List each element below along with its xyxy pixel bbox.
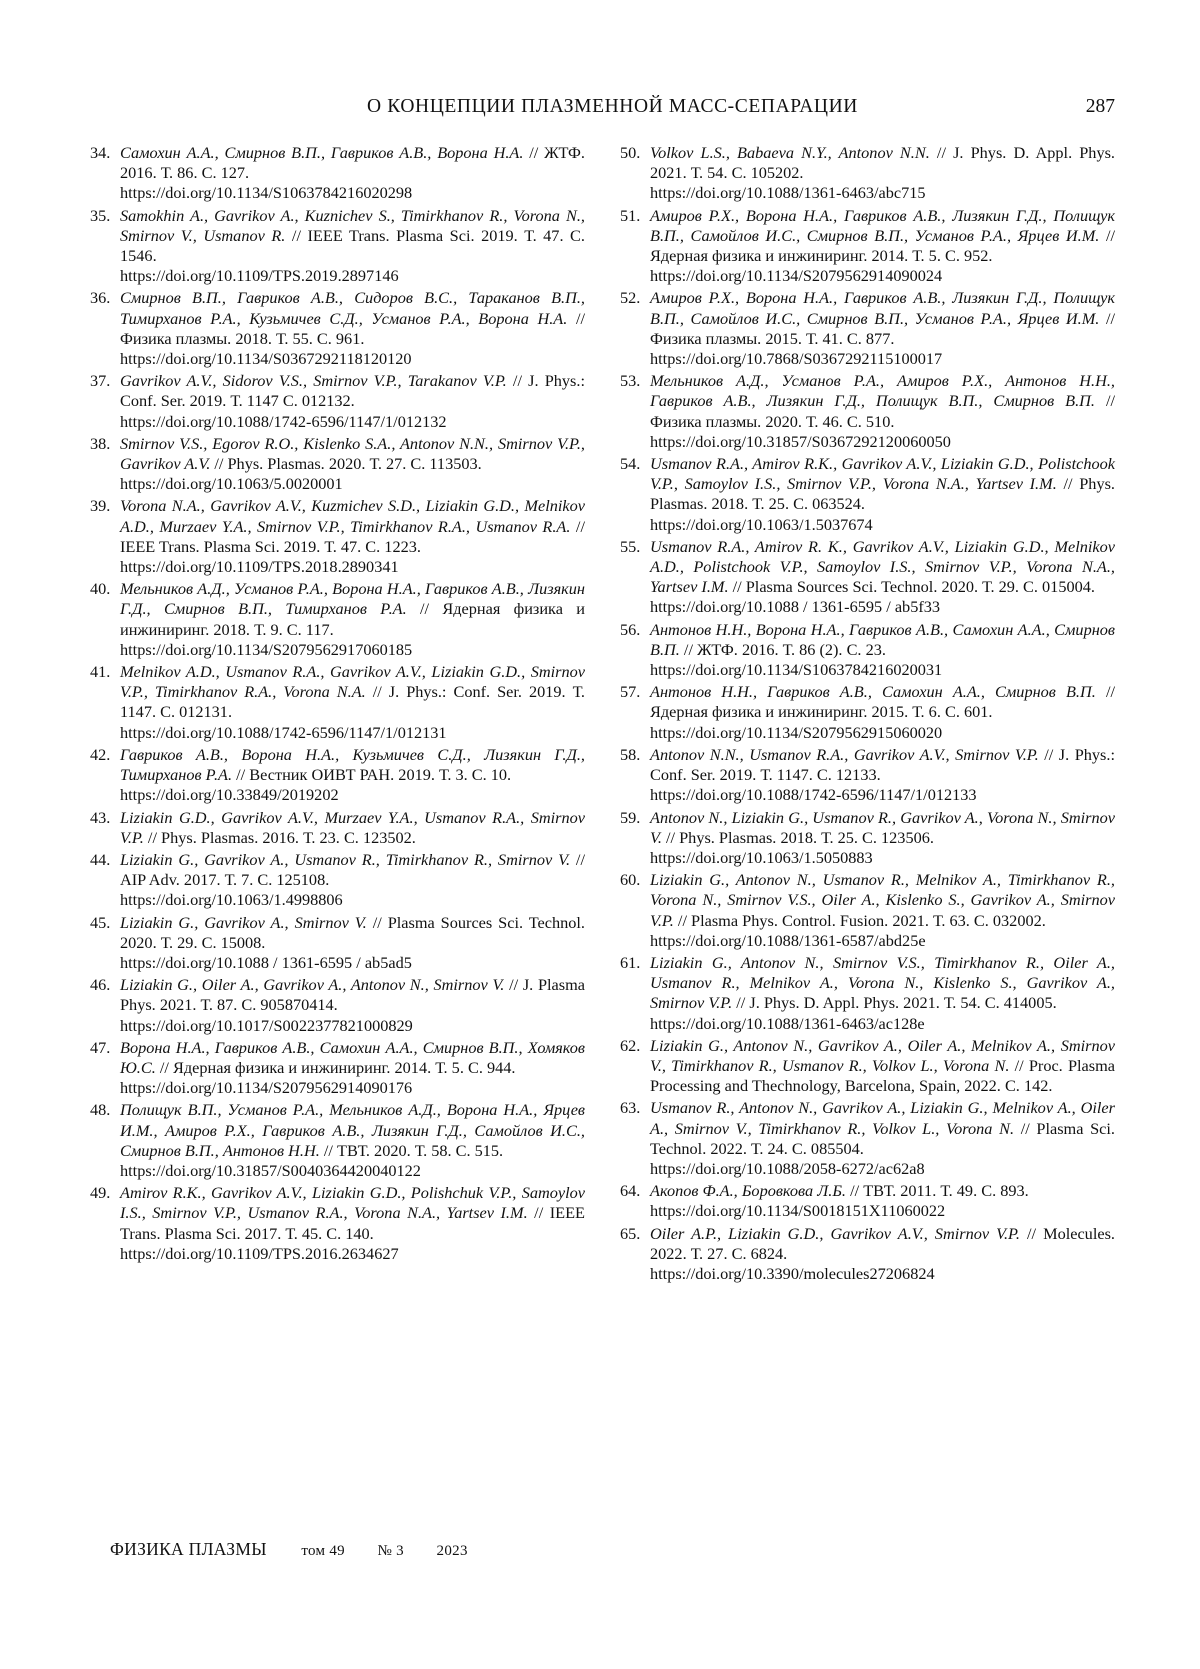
reference-authors: Ворона Н.А., Гавриков А.В., Самохин А.А., Смирнов В.П., Хомяков Ю.С.: [120, 1037, 585, 1077]
reference-source: // Plasma Sci. Technol. 2022. Т. 24. С. 085504.: [650, 1118, 1115, 1158]
reference-number: 60.: [620, 870, 641, 890]
reference-doi-link[interactable]: https://doi.org/10.1109/TPS.2016.2634627: [120, 1243, 399, 1263]
reference-authors: Volkov L.S., Babaeva N.Y., Antonov N.N.: [650, 143, 930, 162]
reference-doi-link[interactable]: https://doi.org/10.1088 / 1361-6595 / ab5f33: [650, 597, 941, 617]
reference-source: // ЖТФ. 2016. Т. 86. С. 127.: [120, 143, 585, 183]
reference-authors: Amirov R.K., Gavrikov A.V., Liziakin G.D., Polishchuk V.P., Samoylov I.S., Smirnov V.P., Usmanov R.A., Vorona N.A., Yartsev I.M.: [120, 1183, 585, 1223]
reference-authors: Полищук В.П., Усманов Р.А., Мельников А.Д., Ворона Н.А., Ярцев И.М., Амиров Р.Х., Гавриков А.В., Лизякин Г.Д., Самойлов И.С., Смирнов В.П., Антонов Н.Н.: [120, 1100, 585, 1160]
reference-authors: Амиров Р.Х., Ворона Н.А., Гавриков А.В., Лизякин Г.Д., Полищук В.П., Самойлов И.С., Смирнов В.П., Усманов Р.А., Ярцев И.М.: [650, 288, 1115, 328]
reference-source: // ТВТ. 2020. Т. 58. С. 515.: [323, 1140, 504, 1160]
reference-authors: Гавриков А.В., Ворона Н.А., Кузьмичев С.Д., Лизякин Г.Д., Тимирханов Р.А.: [120, 744, 585, 785]
reference-number: 50.: [620, 143, 641, 162]
reference-item: [90, 808, 585, 848]
reference-authors: Gavrikov A.V., Sidorov V.S., Smirnov V.P., Tarakanov V.P.: [120, 371, 507, 391]
reference-number: 51.: [620, 205, 641, 225]
reference-source: // J. Phys.: Conf. Ser. 2019. Т. 1147 С. 012132.: [120, 371, 585, 411]
reference-item: [90, 913, 585, 974]
reference-number: 63.: [620, 1098, 641, 1118]
reference-doi-link[interactable]: https://doi.org/10.1088/1361-6463/ac128e: [650, 1013, 925, 1033]
reference-authors: Антонов Н.Н., Ворона Н.А., Гавриков А.В., Самохин А.А., Смирнов В.П.: [650, 619, 1115, 659]
reference-item: [90, 579, 585, 660]
reference-item: [620, 143, 1115, 204]
reference-number: 42.: [90, 744, 111, 764]
reference-number: 64.: [620, 1181, 641, 1201]
reference-source: // J. Phys. D. Appl. Phys. 2021. Т. 54. С. 105202.: [650, 143, 1115, 183]
reference-item: [620, 454, 1115, 535]
reference-item: [90, 206, 585, 287]
reference-number: 41.: [90, 662, 111, 682]
reference-authors: Usmanov R.A., Amirov R. K., Gavrikov A.V., Liziakin G.D., Melnikov A.D., Polistchook V.P., Samoylov I.S., Smirnov V.P., Vorona N.A., Yartsev I.M.: [650, 536, 1115, 597]
references-right-column: [620, 143, 1115, 1286]
reference-authors: Liziakin G., Gavrikov A., Usmanov R., Timirkhanov R., Smirnov V.: [120, 849, 571, 869]
reference-authors: Самохин А.А., Смирнов В.П., Гавриков А.В., Ворона Н.А.: [120, 143, 524, 162]
reference-number: 46.: [90, 975, 111, 995]
reference-item: [620, 371, 1115, 452]
reference-source: // Ядерная физика и инжиниринг. 2014. Т. 5. С. 944.: [159, 1057, 516, 1077]
reference-item: [620, 682, 1115, 743]
reference-source: // ТВТ. 2011. Т. 49. С. 893.: [850, 1181, 1029, 1201]
reference-number: 45.: [90, 912, 111, 932]
running-title: О КОНЦЕПЦИИ ПЛАЗМЕННОЙ МАСС-СЕПАРАЦИИ: [367, 96, 858, 117]
reference-source: // Phys. Plasmas. 2018. Т. 25. С. 063524.: [650, 474, 1115, 514]
reference-source: // J. Phys.: Conf. Ser. 2019. Т. 1147. С. 012131.: [120, 682, 585, 722]
reference-doi-link[interactable]: https://doi.org/10.1109/TPS.2018.2890341: [120, 557, 399, 577]
reference-doi-link[interactable]: https://doi.org/10.1063/1.5050883: [650, 847, 873, 867]
reference-source: // Вестник ОИВТ РАН. 2019. Т. 3. С. 10.: [236, 765, 512, 785]
reference-source: // Физика плазмы. 2018. Т. 55. С. 961.: [120, 308, 585, 348]
reference-item: [620, 206, 1115, 287]
reference-authors: Акопов Ф.А., Боровкова Л.Б.: [650, 1181, 846, 1201]
reference-authors: Melnikov A.D., Usmanov R.A., Gavrikov A.V., Liziakin G.D., Smirnov V.P., Timirkhanov R.A., Vorona N.A.: [120, 662, 585, 702]
footer-journal: ФИЗИКА ПЛАЗМЫ: [110, 1539, 267, 1559]
reference-source: // J. Plasma Phys. 2021. Т. 87. С. 905870414.: [120, 975, 585, 1015]
reference-number: 59.: [620, 807, 641, 827]
reference-item: [90, 745, 585, 806]
reference-number: 34.: [90, 143, 111, 162]
reference-source: // IEEE Trans. Plasma Sci. 2019. Т. 47. С. 1223.: [120, 516, 585, 556]
reference-doi-link[interactable]: https://doi.org/10.31857/S0367292120060050: [650, 431, 951, 451]
reference-source: // J. Phys. D. Appl. Phys. 2021. Т. 54. С. 414005.: [736, 993, 1057, 1013]
reference-item: [90, 496, 585, 577]
reference-number: 40.: [90, 579, 111, 599]
reference-authors: Liziakin G., Antonov N., Usmanov R., Melnikov A., Timirkhanov R., Vorona N., Smirnov V.S., Oiler A., Kislenko S., Gavrikov A., Smirnov V.P.: [650, 870, 1115, 930]
reference-item: [620, 953, 1115, 1034]
page-footer: [110, 1539, 468, 1560]
reference-source: // Phys. Plasmas. 2018. Т. 25. С. 123506.: [666, 827, 934, 847]
reference-item: [90, 288, 585, 369]
reference-source: // Phys. Plasmas. 2016. Т. 23. С. 123502.: [147, 827, 416, 847]
reference-source: // Plasma Phys. Control. Fusion. 2021. Т. 63. С. 032002.: [677, 910, 1046, 930]
reference-authors: Liziakin G., Gavrikov A., Smirnov V.: [120, 912, 367, 932]
reference-authors: Oiler A.P., Liziakin G.D., Gavrikov A.V., Smirnov V.P.: [650, 1223, 1020, 1243]
reference-number: 62.: [620, 1035, 641, 1055]
reference-number: 44.: [90, 849, 111, 869]
reference-source: // Ядерная физика и инжиниринг. 2015. Т. 6. С. 601.: [650, 682, 1115, 722]
reference-item: [620, 537, 1115, 618]
reference-authors: Antonov N.N., Usmanov R.A., Gavrikov A.V., Smirnov V.P.: [650, 744, 1039, 764]
reference-doi-link[interactable]: https://doi.org/10.1109/TPS.2019.2897146: [120, 266, 399, 286]
reference-number: 58.: [620, 744, 641, 764]
reference-source: // IEEE Trans. Plasma Sci. 2019. Т. 47. С. 1546.: [120, 225, 585, 266]
reference-authors: Antonov N., Liziakin G., Usmanov R., Gavrikov A., Vorona N., Smirnov V.: [650, 807, 1115, 847]
reference-item: [620, 808, 1115, 869]
reference-number: 35.: [90, 205, 111, 225]
reference-item: [620, 288, 1115, 369]
reference-item: [90, 975, 585, 1036]
reference-number: 49.: [90, 1183, 111, 1203]
reference-item: [620, 1181, 1115, 1221]
footer-issue: № 3: [377, 1543, 404, 1559]
reference-authors: Мельников А.Д., Усманов Р.А., Ворона Н.А., Гавриков А.В., Лизякин Г.Д., Смирнов В.П., Тимирханов Р.А.: [120, 579, 585, 619]
reference-item: [620, 620, 1115, 681]
reference-authors: Smirnov V.S., Egorov R.O., Kislenko S.A., Antonov N.N., Smirnov V.P., Gavrikov A.V.: [120, 433, 585, 474]
reference-doi-link[interactable]: https://doi.org/10.1134/S0367292118120120: [120, 349, 412, 369]
reference-authors: Liziakin G., Antonov N., Smirnov V.S., Timirkhanov R., Oiler A., Usmanov R., Melnikov A., Vorona N., Kislenko S., Gavrikov A., Smirnov V.P.: [650, 952, 1115, 1013]
reference-source: // Физика плазмы. 2015. Т. 41. С. 877.: [650, 308, 1115, 348]
reference-doi-link[interactable]: https://doi.org/10.1134/S2079562914090176: [120, 1078, 413, 1098]
reference-source: // J. Phys.: Conf. Ser. 2019. Т. 1147. С. 12133.: [650, 744, 1115, 785]
reference-authors: Liziakin G., Oiler A., Gavrikov A., Antonov N., Smirnov V.: [120, 975, 505, 995]
reference-item: [90, 143, 585, 204]
reference-doi-link[interactable]: https://doi.org/10.1088/1742-6596/1147/1/012133: [650, 785, 977, 805]
reference-doi-link[interactable]: https://doi.org/10.1063/1.4998806: [120, 890, 343, 910]
reference-authors: Vorona N.A., Gavrikov A.V., Kuzmichev S.D., Liziakin G.D., Melnikov A.D., Murzaev Y.A., Smirnov V.P., Timirkhanov R.A., Usmanov R.A.: [120, 496, 585, 536]
reference-item: [620, 1224, 1115, 1285]
reference-source: // Phys. Plasmas. 2020. Т. 27. С. 113503.: [214, 454, 482, 474]
reference-doi-link[interactable]: https://doi.org/10.1134/S2079562917060185: [120, 639, 413, 659]
reference-item: [90, 434, 585, 495]
reference-doi-link[interactable]: https://doi.org/10.7868/S0367292115100017: [650, 349, 943, 369]
reference-number: 55.: [620, 536, 641, 556]
reference-source: // Ядерная физика и инжиниринг. 2018. Т. 9. С. 117.: [120, 599, 585, 639]
reference-doi-link[interactable]: https://doi.org/10.33849/2019202: [120, 785, 339, 805]
reference-doi-link[interactable]: https://doi.org/10.1063/1.5037674: [650, 514, 873, 534]
reference-doi-link[interactable]: https://doi.org/10.31857/S0040364420040122: [120, 1160, 421, 1180]
reference-authors: Мельников А.Д., Усманов Р.А., Амиров Р.Х., Антонов Н.Н., Гавриков А.В., Лизякин Г.Д., Полищук В.П., Смирнов В.П.: [650, 371, 1115, 411]
reference-item: [90, 662, 585, 743]
reference-item: [90, 1183, 585, 1264]
reference-doi-link[interactable]: https://doi.org/10.1088/1361-6587/abd25e: [650, 930, 926, 950]
page-number: 287: [1085, 96, 1115, 117]
reference-doi-link[interactable]: https://doi.org/10.1088/1742-6596/1147/1/012132: [120, 411, 447, 431]
reference-authors: Usmanov R.A., Amirov R.K., Gavrikov A.V., Liziakin G.D., Polistchook V.P., Samoylov I.S., Smirnov V.P., Vorona N.A., Yartsev I.M.: [650, 454, 1115, 494]
reference-doi-link[interactable]: https://doi.org/10.1134/S1063784216020031: [650, 660, 943, 680]
reference-number: 61.: [620, 952, 641, 972]
reference-authors: Liziakin G., Antonov N., Gavrikov A., Oiler A., Melnikov A., Smirnov V., Timirkhanov R., Usmanov R., Volkov L., Vorona N.: [650, 1035, 1115, 1075]
reference-source: // Proc. Plasma Processing and Thechnology, Barcelona, Spain, 2022. С. 142.: [650, 1055, 1115, 1096]
reference-doi-link[interactable]: https://doi.org/10.1088 / 1361-6595 / ab5ad5: [120, 952, 412, 972]
footer-volume: том 49: [301, 1543, 345, 1559]
reference-number: 38.: [90, 433, 111, 453]
reference-authors: Liziakin G.D., Gavrikov A.V., Murzaev Y.A., Usmanov R.A., Smirnov V.P.: [120, 807, 585, 847]
reference-number: 65.: [620, 1223, 641, 1243]
reference-item: [620, 1036, 1115, 1097]
reference-doi-link[interactable]: https://doi.org/10.1088/1742-6596/1147/1/012131: [120, 722, 447, 742]
reference-source: // ЖТФ. 2016. Т. 86 (2). С. 23.: [683, 639, 886, 659]
reference-source: // Физика плазмы. 2020. Т. 46. С. 510.: [650, 391, 1115, 431]
reference-source: // Plasma Sources Sci. Technol. 2020. Т. 29. С. 015004.: [732, 577, 1095, 597]
reference-doi-link[interactable]: https://doi.org/10.1134/S2079562915060020: [650, 722, 943, 742]
reference-item: [620, 870, 1115, 951]
reference-authors: Usmanov R., Antonov N., Gavrikov A., Liziakin G., Melnikov A., Oiler A., Smirnov V., Timirkhanov R., Volkov L., Vorona N.: [650, 1098, 1115, 1138]
reference-source: // Ядерная физика и инжиниринг. 2014. Т. 5. С. 952.: [650, 225, 1115, 266]
reference-authors: Смирнов В.П., Гавриков А.В., Сидоров В.С., Тараканов В.П., Тимирханов Р.А., Кузьмичев С.Д., Усманов Р.А., Ворона Н.А.: [120, 288, 585, 328]
reference-number: 54.: [620, 454, 641, 474]
reference-item: [90, 1038, 585, 1099]
reference-doi-link[interactable]: https://doi.org/10.1134/S1063784216020298: [120, 183, 413, 203]
reference-authors: Samokhin A., Gavrikov A., Kuznichev S., Timirkhanov R., Vorona N., Smirnov V., Usmanov R.: [120, 205, 585, 245]
footer-year: 2023: [436, 1543, 468, 1559]
reference-source: // IEEE Trans. Plasma Sci. 2017. Т. 45. С. 140.: [120, 1203, 585, 1243]
reference-doi-link[interactable]: https://doi.org/10.1088/2058-6272/ac62a8: [650, 1158, 925, 1178]
reference-number: 57.: [620, 682, 641, 702]
reference-number: 56.: [620, 619, 641, 639]
reference-authors: Антонов Н.Н., Гавриков А.В., Самохин А.А., Смирнов В.П.: [650, 682, 1096, 702]
reference-item: [90, 850, 585, 911]
reference-number: 37.: [90, 371, 111, 391]
reference-doi-link[interactable]: https://doi.org/10.3390/molecules27206824: [650, 1263, 935, 1283]
reference-item: [90, 371, 585, 432]
reference-number: 53.: [620, 371, 641, 391]
reference-item: [90, 1100, 585, 1181]
reference-number: 48.: [90, 1100, 111, 1120]
reference-number: 47.: [90, 1037, 111, 1057]
reference-source: // Molecules. 2022. Т. 27. С. 6824.: [650, 1223, 1115, 1263]
reference-number: 43.: [90, 807, 111, 827]
reference-item: [620, 1098, 1115, 1179]
reference-number: 52.: [620, 288, 641, 308]
reference-number: 36.: [90, 288, 111, 308]
reference-doi-link[interactable]: https://doi.org/10.1134/S2079562914090024: [650, 266, 943, 286]
reference-number: 39.: [90, 496, 111, 516]
reference-source: // Plasma Sources Sci. Technol. 2020. Т. 29. С. 15008.: [120, 912, 586, 952]
references-left-column: [90, 143, 585, 1266]
reference-authors: Амиров Р.Х., Ворона Н.А., Гавриков А.В., Лизякин Г.Д., Полищук В.П., Самойлов И.С., Смирнов В.П., Усманов Р.А., Ярцев И.М.: [650, 205, 1115, 245]
reference-doi-link[interactable]: https://doi.org/10.1063/5.0020001: [120, 474, 343, 494]
reference-doi-link[interactable]: https://doi.org/10.1134/S0018151X11060022: [650, 1201, 946, 1221]
reference-doi-link[interactable]: https://doi.org/10.1088/1361-6463/abc715: [650, 183, 926, 203]
reference-item: [620, 745, 1115, 806]
reference-doi-link[interactable]: https://doi.org/10.1017/S0022377821000829: [120, 1015, 413, 1035]
page-header: [110, 96, 1115, 126]
reference-source: // AIP Adv. 2017. Т. 7. С. 125108.: [120, 849, 585, 890]
